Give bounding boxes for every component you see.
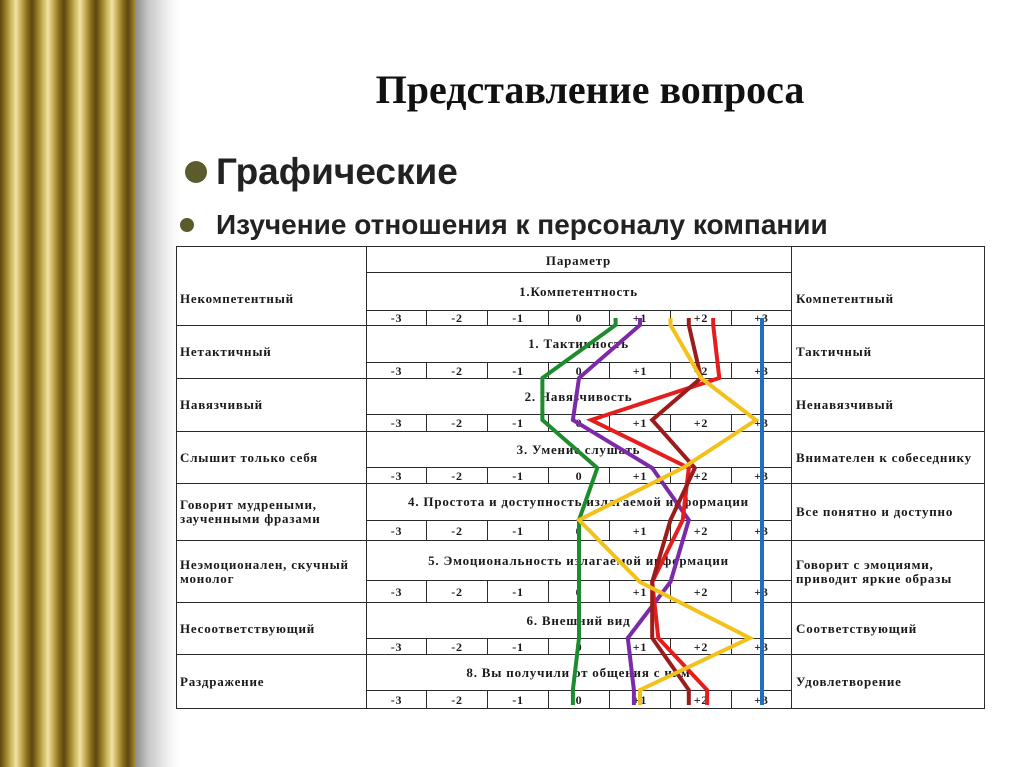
table-row-right-label: Удовлетворение [796, 673, 902, 689]
score-label: -2 [451, 311, 463, 325]
score-label: +3 [754, 416, 769, 430]
score-label: -1 [512, 363, 524, 378]
score-label: -3 [390, 311, 403, 325]
score-label: 0 [575, 468, 583, 483]
score-label: +2 [693, 468, 709, 483]
row-divider [176, 708, 984, 709]
score-label: -2 [451, 639, 463, 654]
table-row-left-label: Несоответствующий [180, 620, 316, 636]
score-label: -3 [390, 639, 403, 654]
score-label: -2 [451, 692, 463, 707]
score-label: -1 [512, 692, 524, 707]
score-label: 0 [575, 692, 583, 707]
table-row-right-label: Ненавязчивый [796, 397, 894, 412]
score-label: +3 [754, 584, 769, 599]
table-row-parameter: 6. Внешний вид [526, 612, 631, 628]
score-label: -3 [390, 584, 403, 599]
score-label: -3 [390, 468, 403, 483]
bullet-level2-text: Изучение отношения к персоналу компании [216, 209, 828, 240]
table-row-left-label: Навязчивый [180, 397, 263, 412]
score-label: +2 [693, 311, 709, 325]
bullet-level1-text: Графические [216, 151, 458, 192]
score-label: -1 [512, 584, 524, 599]
score-label: +1 [632, 639, 648, 654]
score-label: +2 [693, 584, 709, 599]
table-row-parameter: 4. Простота и доступность излагаемой информации [408, 494, 749, 509]
score-label: +3 [754, 523, 769, 538]
score-label: -1 [512, 416, 524, 430]
table-row-parameter: 1. Тактичность [528, 336, 629, 351]
table-row-right-label: Говорит с эмоциями, приводит яркие образы [796, 556, 953, 586]
score-label: +1 [632, 584, 648, 599]
slide-title: Представление вопроса [375, 67, 805, 112]
table-row-left-label: Слышит только себя [180, 449, 319, 465]
score-label: +3 [754, 311, 769, 325]
score-label: -1 [512, 468, 524, 483]
score-label: +2 [693, 523, 709, 538]
score-label: 0 [575, 416, 583, 430]
table-row-parameter: 1.Компетентность [519, 283, 638, 299]
score-label: +3 [754, 692, 769, 707]
score-label: +3 [754, 363, 769, 378]
score-label: 0 [575, 523, 583, 538]
score-label: +3 [754, 639, 769, 654]
score-label: +2 [693, 363, 709, 378]
score-label: -1 [512, 639, 524, 654]
table-row-parameter: 8. Вы получили от общения с ним [466, 664, 691, 680]
score-label: +3 [754, 468, 769, 483]
score-label: 0 [575, 639, 583, 654]
score-label: +2 [693, 416, 709, 430]
table-row-left-label: Неэмоционален, скучный монолог [180, 556, 349, 586]
score-label: 0 [575, 311, 583, 325]
score-label: 0 [575, 584, 583, 599]
table-row-left-label: Говорит мудреными, заученными фразами [180, 497, 321, 526]
score-label: -1 [512, 523, 524, 538]
table-row-parameter: 2. Навязчивость [524, 388, 633, 404]
table-row-right-label: Компетентный [796, 291, 894, 306]
table-border [176, 246, 984, 247]
score-label: -3 [390, 692, 403, 707]
score-label: 0 [575, 363, 583, 378]
table-border [791, 246, 792, 708]
score-label: -2 [451, 584, 463, 599]
score-label: +1 [632, 416, 648, 430]
table-row-right-label: Все понятно и доступно [796, 504, 954, 519]
score-label: +1 [632, 468, 648, 483]
score-label: +2 [693, 639, 709, 654]
table-row-left-label: Некомпетентный [180, 291, 294, 306]
score-label: -2 [451, 523, 463, 538]
score-label: -3 [390, 523, 403, 538]
table-row-parameter: 5. Эмоциональность излагаемой информации [428, 552, 729, 568]
table-row-right-label: Тактичный [796, 344, 872, 359]
score-label: -2 [451, 363, 463, 378]
table-row-right-label: Соответствующий [796, 620, 918, 636]
table-border [984, 246, 985, 709]
table-header: Параметр [545, 252, 612, 268]
score-label: +1 [632, 692, 648, 707]
table-row-left-label: Раздражение [180, 673, 265, 689]
score-label: +1 [632, 311, 648, 325]
score-label: +1 [632, 523, 648, 538]
table-border [176, 246, 177, 708]
table-row-left-label: Нетактичный [180, 344, 272, 359]
score-label: -2 [451, 416, 463, 430]
score-label: -2 [451, 468, 463, 483]
score-label: +1 [632, 363, 648, 378]
score-label: -3 [390, 363, 403, 378]
score-label: -1 [512, 311, 524, 325]
table-row-parameter: 3. Умение слушать [516, 441, 641, 457]
score-label: +2 [693, 692, 709, 707]
table-row-right-label: Внимателен к собеседнику [796, 449, 972, 465]
score-label: -3 [390, 416, 403, 430]
